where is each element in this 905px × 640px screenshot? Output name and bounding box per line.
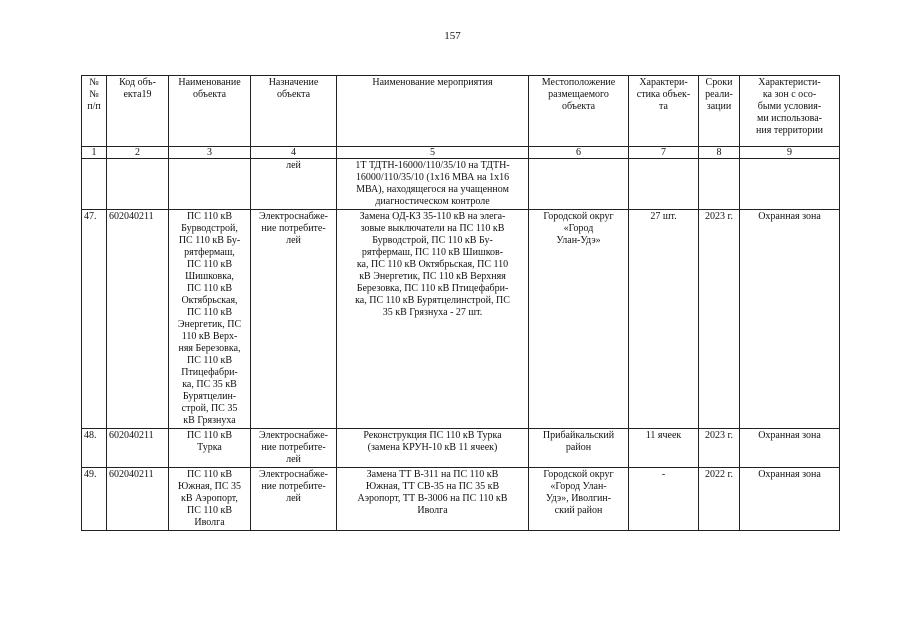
- row-measure: Замена ТТ В-311 на ПС 110 кВ Южная, ТТ СВ-35 на ПС 35 кВ Аэропорт, ТТ В-3006 на ПС 110 кВ Иволга: [337, 468, 529, 531]
- row-term: 2023 г.: [699, 429, 740, 468]
- column-number: 4: [251, 147, 337, 159]
- row-num: 48.: [82, 429, 107, 468]
- column-number: 8: [699, 147, 740, 159]
- row-characteristic: 11 ячеек: [629, 429, 699, 468]
- row-characteristic: 27 шт.: [629, 210, 699, 429]
- header-cell-zone: Характеристи- ка зон с осо- быми условия- ми использова- ния территории: [740, 76, 840, 147]
- row-location: [529, 159, 629, 210]
- header-cell-num: № № п/п: [82, 76, 107, 147]
- row-term: 2022 г.: [699, 468, 740, 531]
- row-purpose: Электроснабже- ние потребите- лей: [251, 468, 337, 531]
- row-zone: [740, 159, 840, 210]
- measures-table: [81, 75, 840, 531]
- page-number: 157: [444, 30, 461, 42]
- row-zone: Охранная зона: [740, 210, 840, 429]
- row-measure: 1Т ТДТН-16000/110/35/10 на ТДТН- 16000/110/35/10 (1х16 МВА на 1х16 МВА), находящегося на учащенном диагностическом контроле: [337, 159, 529, 210]
- column-number: 9: [740, 147, 840, 159]
- header-code-text: Код объ- екта19: [119, 77, 156, 100]
- row-num: 49.: [82, 468, 107, 531]
- row-name: ПС 110 кВ Бурводстрой, ПС 110 кВ Бу- рятфермаш, ПС 110 кВ Шишковка, ПС 110 кВ Октябрьская, ПС 110 кВ Энергетик, ПС 110 кВ Верх- няя Березовка, ПС 110 кВ Птицефабри- ка, ПС 35 кВ Бурятцелин- строй, ПС 35 кВ Грязнуха: [169, 210, 251, 429]
- header-row: [82, 76, 840, 147]
- row-measure: Замена ОД-КЗ 35-110 кВ на элега- зовые выключатели на ПС 110 кВ Бурводстрой, ПС 110 кВ Бу- рятфермаш, ПС 110 кВ Шишков- ка, ПС 110 кВ Октябрьская, ПС 110 кВ Энергетик, ПС 110 кВ Верхняя Березовка, ПС 110 кВ Птицефабри- ка, ПС 110 кВ Бурятцелинстрой, ПС 35 кВ Грязнуха - 27 шт.: [337, 210, 529, 429]
- header-cell-code: [107, 76, 169, 147]
- row-characteristic: -: [629, 468, 699, 531]
- row-num: 47.: [82, 210, 107, 429]
- table-row: [82, 210, 840, 429]
- row-term: 2023 г.: [699, 210, 740, 429]
- column-number-row: [82, 147, 840, 159]
- row-num: [82, 159, 107, 210]
- column-number: 7: [629, 147, 699, 159]
- row-code: [107, 159, 169, 210]
- row-code: 602040211: [107, 429, 169, 468]
- column-number: 6: [529, 147, 629, 159]
- row-location: Прибайкальский район: [529, 429, 629, 468]
- column-number: 1: [82, 147, 107, 159]
- row-name: [169, 159, 251, 210]
- column-number: 5: [337, 147, 529, 159]
- row-location: Городской округ «Город Улан- Удэ», Иволгин- ский район: [529, 468, 629, 531]
- table-row: [82, 429, 840, 468]
- header-cell-measure: Наименование мероприятия: [337, 76, 529, 147]
- header-cell-location: Местоположение размещаемого объекта: [529, 76, 629, 147]
- row-purpose: Электроснабже- ние потребите- лей: [251, 210, 337, 429]
- row-code: 602040211: [107, 468, 169, 531]
- column-number: 2: [107, 147, 169, 159]
- row-measure: Реконструкция ПС 110 кВ Турка (замена КРУН-10 кВ 11 ячеек): [337, 429, 529, 468]
- header-cell-purpose: Назначение объекта: [251, 76, 337, 147]
- row-zone: Охранная зона: [740, 429, 840, 468]
- row-location: Городской округ «Город Улан-Удэ»: [529, 210, 629, 429]
- row-code: 602040211: [107, 210, 169, 429]
- table-row: [82, 159, 840, 210]
- table-row: [82, 468, 840, 531]
- header-cell-characteristic: Характери- стика объек- та: [629, 76, 699, 147]
- header-cell-name: Наименование объекта: [169, 76, 251, 147]
- row-purpose: Электроснабже- ние потребите- лей: [251, 429, 337, 468]
- row-name: ПС 110 кВ Турка: [169, 429, 251, 468]
- column-number: 3: [169, 147, 251, 159]
- row-name: ПС 110 кВ Южная, ПС 35 кВ Аэропорт, ПС 110 кВ Иволга: [169, 468, 251, 531]
- row-characteristic: [629, 159, 699, 210]
- row-zone: Охранная зона: [740, 468, 840, 531]
- row-term: [699, 159, 740, 210]
- row-purpose: лей: [251, 159, 337, 210]
- header-cell-term: Сроки реали- зации: [699, 76, 740, 147]
